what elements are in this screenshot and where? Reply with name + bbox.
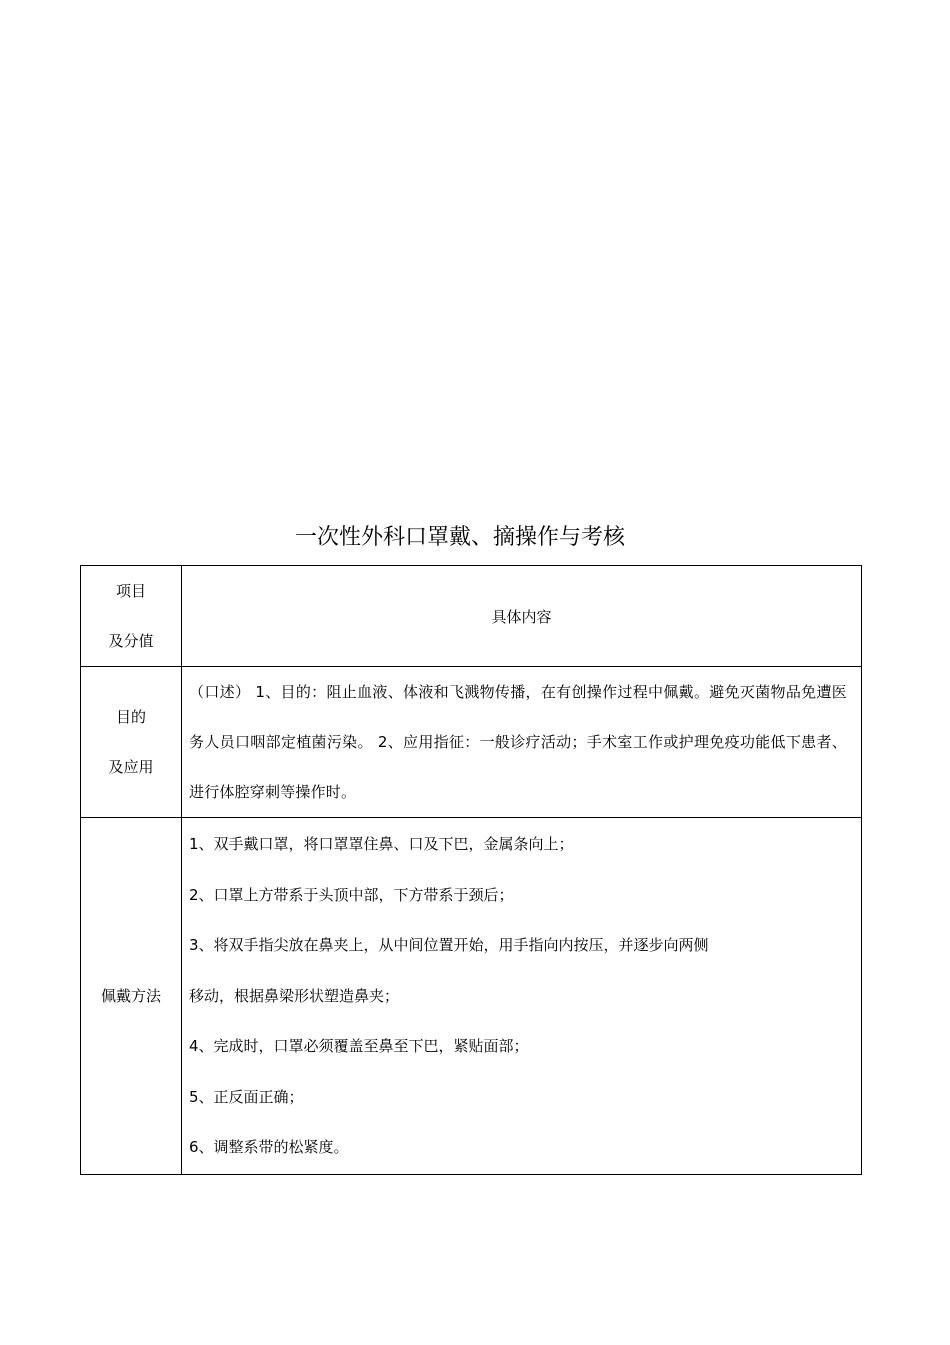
method-row [81,818,862,1175]
purpose-label [81,667,182,818]
purpose-row [81,667,862,818]
method-steps [182,818,861,1174]
header-row [81,566,862,667]
method-step: 3、将双手指尖放在鼻夹上，从中间位置开始，用手指向内按压，并逐步向两侧 [189,936,709,954]
method-step: 移动，根据鼻梁形状塑造鼻夹； [189,986,400,1005]
method-step: 1、双手戴口罩，将口罩罩住鼻、口及下巴，金属条向上； [189,835,574,853]
item-score-header [81,566,182,667]
content-header: 具体内容 [182,566,862,667]
method-label: 佩戴方法 [81,818,182,1175]
method-content [182,818,862,1175]
method-step: 4、完成时，口罩必须覆盖至鼻至下巴，紧贴面部； [189,1037,529,1055]
purpose-content [182,667,862,818]
document-title: 一次性外科口罩戴、摘操作与考核 [294,525,625,550]
purpose-label-line1: 目的 [115,708,146,726]
purpose-label-line2: 及应用 [108,758,154,776]
method-step: 6、调整系带的松紧度。 [189,1138,349,1156]
purpose-text: （口述） 1、目的：阻止血液、体液和飞溅物传播，在有创操作过程中佩戴。避免灭菌物品免遭医务人员口咽部定植菌污染。 2、应用指征：一般诊疗活动；手术室工作或护理免疫功能低下患者、进行体腔穿刺等操作时。 [189,683,847,801]
assessment-table [80,565,862,1175]
item-header-line1: 项目 [115,582,146,600]
method-step: 2、口罩上方带系于头顶中部，下方带系于颈后； [189,885,514,904]
method-step: 5、正反面正确； [189,1087,304,1106]
item-header-line2: 及分值 [108,632,154,650]
